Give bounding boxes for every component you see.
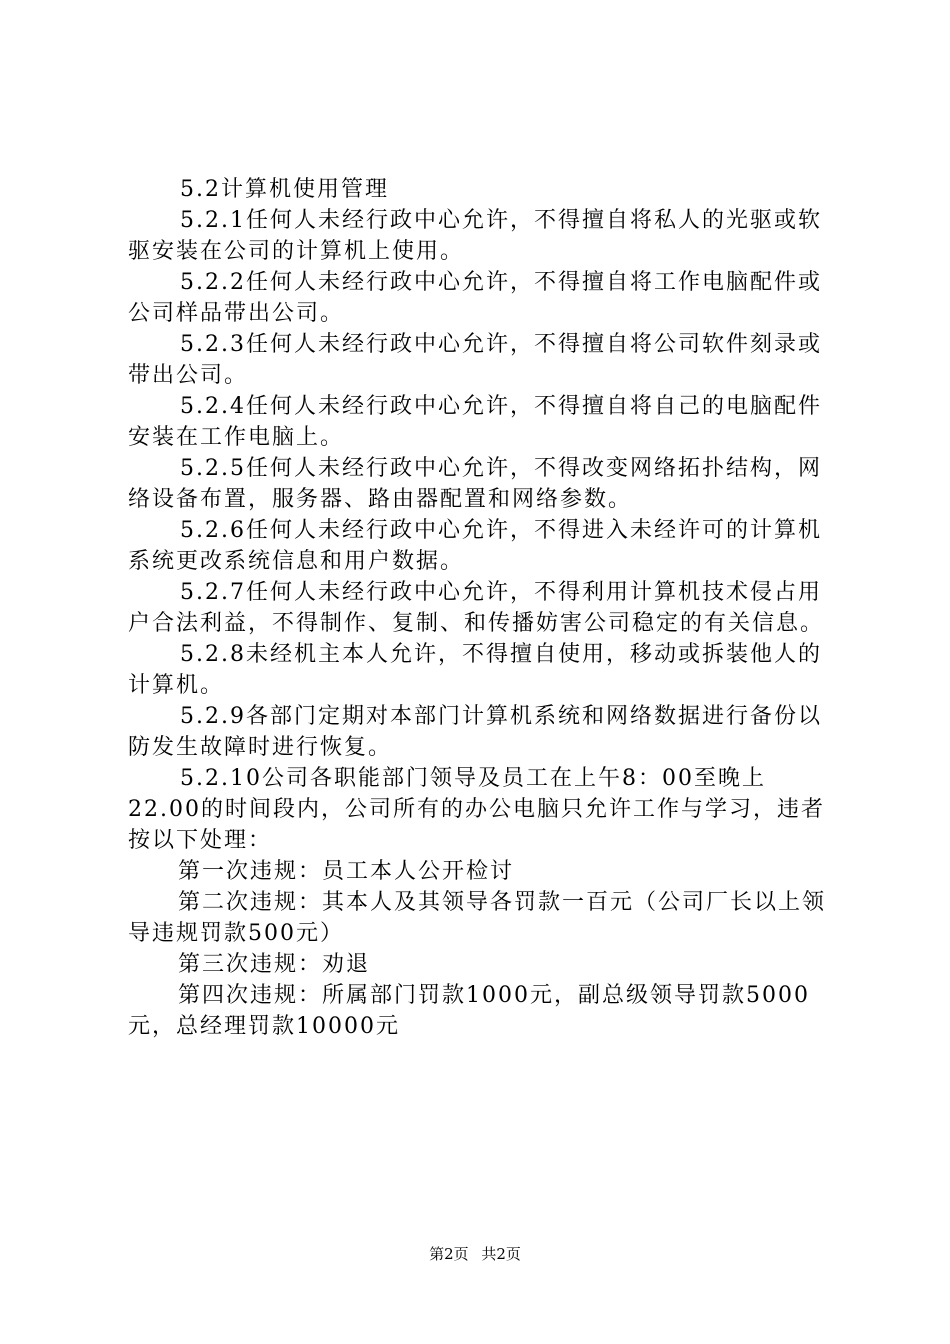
- clause-5-2-1: 5.2.1任何人未经行政中心允许，不得擅自将私人的光驱或软驱安装在公司的计算机上使用。: [128, 208, 822, 264]
- violation-second: 第二次违规：其本人及其领导各罚款一百元（公司厂长以上领导违规罚款500元）: [128, 890, 827, 946]
- clause-5-2-2: 5.2.2任何人未经行政中心允许，不得擅自将工作电脑配件或公司样品带出公司。: [128, 270, 822, 326]
- clause-5-2-9: 5.2.9各部门定期对本部门计算机系统和网络数据进行备份以防发生故障时进行恢复。: [128, 704, 822, 760]
- clause-5-2-10: 5.2.10公司各职能部门领导及员工在上午8：00至晚上22.00的时间段内，公司所有的办公电脑只允许工作与学习，违者按以下处理：: [128, 766, 825, 853]
- clause-5-2-3: 5.2.3任何人未经行政中心允许，不得擅自将公司软件刻录或带出公司。: [128, 332, 822, 388]
- document-body: [128, 174, 833, 1042]
- violation-first: 第一次违规：员工本人公开检讨: [178, 859, 515, 884]
- section-heading: 5.2计算机使用管理: [180, 177, 389, 202]
- clause-5-2-6: 5.2.6任何人未经行政中心允许，不得进入未经许可的计算机系统更改系统信息和用户数据。: [128, 518, 822, 574]
- page-number-total: 共2页: [481, 1245, 521, 1263]
- page-footer: [0, 1244, 950, 1264]
- clause-5-2-5: 5.2.5任何人未经行政中心允许，不得改变网络拓扑结构，网络设备布置，服务器、路由器配置和网络参数。: [128, 456, 822, 512]
- violation-fourth: 第四次违规：所属部门罚款1000元，副总级领导罚款5000元，总经理罚款10000元: [128, 983, 810, 1039]
- clause-5-2-4: 5.2.4任何人未经行政中心允许，不得擅自将自己的电脑配件安装在工作电脑上。: [128, 394, 822, 450]
- page-number-current: 第2页: [429, 1245, 469, 1263]
- violation-third: 第三次违规：劝退: [178, 952, 371, 977]
- clause-5-2-7: 5.2.7任何人未经行政中心允许，不得利用计算机技术侵占用户合法利益，不得制作、复制、和传播妨害公司稳定的有关信息。: [128, 580, 825, 636]
- clause-5-2-8: 5.2.8未经机主本人允许，不得擅自使用，移动或拆装他人的计算机。: [128, 642, 822, 698]
